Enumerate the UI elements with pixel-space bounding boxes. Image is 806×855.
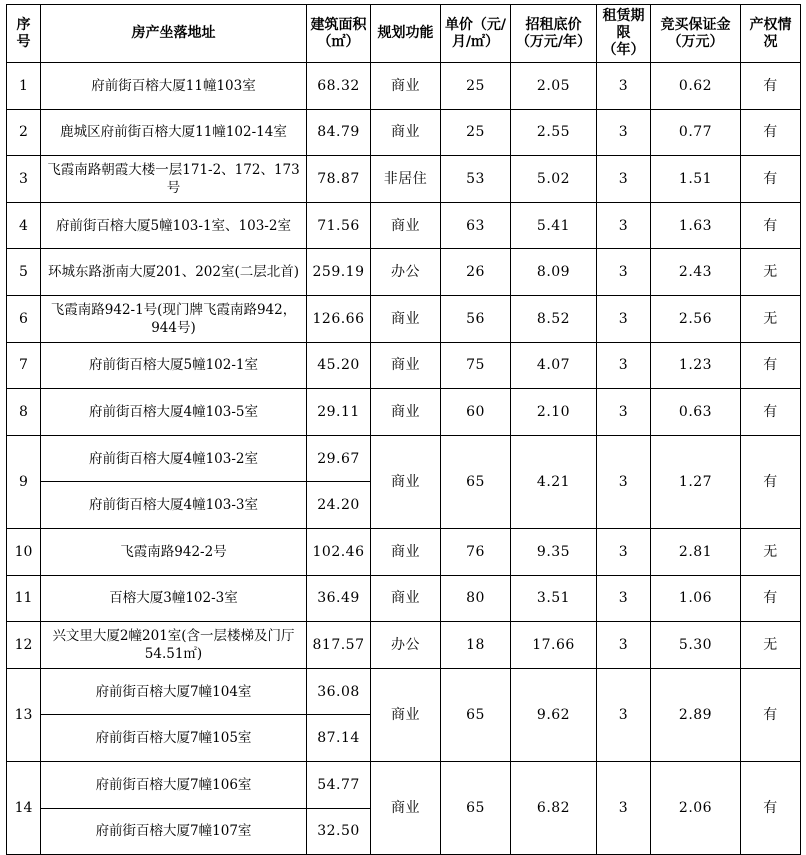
- cell-seq: 8: [7, 389, 41, 436]
- cell-unit-price: 25: [441, 63, 511, 110]
- cell-address: 府前街百榕大厦7幢106室: [41, 761, 307, 808]
- header-function: 规划功能: [371, 5, 441, 63]
- cell-unit-price: 63: [441, 202, 511, 249]
- table-header-row: [7, 5, 801, 63]
- cell-term: 3: [597, 63, 651, 110]
- cell-term: 3: [597, 295, 651, 342]
- cell-address: 飞霞南路朝霞大楼一层171-2、172、173号: [41, 156, 307, 203]
- cell-function: 商业: [371, 109, 441, 156]
- cell-address: 府前街百榕大厦5幢103-1室、103-2室: [41, 202, 307, 249]
- cell-ownership: 有: [741, 435, 801, 528]
- header-deposit: 竞买保证金（万元）: [651, 5, 741, 63]
- cell-deposit: 5.30: [651, 622, 741, 669]
- cell-ownership: 无: [741, 528, 801, 575]
- cell-seq: 3: [7, 156, 41, 203]
- cell-term: 3: [597, 622, 651, 669]
- cell-ownership: 有: [741, 342, 801, 389]
- cell-area: 71.56: [307, 202, 371, 249]
- cell-deposit: 2.89: [651, 668, 741, 761]
- cell-function: 商业: [371, 668, 441, 761]
- table-row: [7, 63, 801, 110]
- cell-area: 102.46: [307, 528, 371, 575]
- cell-address: 府前街百榕大厦4幢103-2室: [41, 435, 307, 482]
- cell-area: 817.57: [307, 622, 371, 669]
- cell-base-price: 9.62: [511, 668, 597, 761]
- cell-unit-price: 75: [441, 342, 511, 389]
- cell-area: 32.50: [307, 808, 371, 855]
- table-row: [7, 249, 801, 296]
- cell-base-price: 2.55: [511, 109, 597, 156]
- table-row: [7, 575, 801, 622]
- table-row: [7, 528, 801, 575]
- cell-deposit: 2.43: [651, 249, 741, 296]
- cell-seq: 14: [7, 761, 41, 854]
- cell-function: 商业: [371, 435, 441, 528]
- table-row: [7, 295, 801, 342]
- cell-address: 兴文里大厦2幢201室(含一层楼梯及门厅54.51㎡): [41, 622, 307, 669]
- cell-seq: 10: [7, 528, 41, 575]
- cell-area: 259.19: [307, 249, 371, 296]
- cell-ownership: 有: [741, 202, 801, 249]
- cell-unit-price: 65: [441, 761, 511, 854]
- cell-area: 29.67: [307, 435, 371, 482]
- cell-address: 环城东路浙南大厦201、202室(二层北首): [41, 249, 307, 296]
- header-term: 租赁期限（年）: [597, 5, 651, 63]
- cell-ownership: 有: [741, 761, 801, 854]
- cell-function: 商业: [371, 63, 441, 110]
- cell-term: 3: [597, 342, 651, 389]
- cell-area: 29.11: [307, 389, 371, 436]
- cell-deposit: 1.27: [651, 435, 741, 528]
- cell-base-price: 5.41: [511, 202, 597, 249]
- cell-term: 3: [597, 249, 651, 296]
- cell-seq: 7: [7, 342, 41, 389]
- cell-address: 府前街百榕大厦7幢104室: [41, 668, 307, 715]
- table-row: [7, 202, 801, 249]
- table-row: [7, 761, 801, 808]
- table-body: [7, 63, 801, 855]
- cell-area: 36.08: [307, 668, 371, 715]
- cell-ownership: 有: [741, 389, 801, 436]
- cell-ownership: 有: [741, 156, 801, 203]
- cell-unit-price: 65: [441, 668, 511, 761]
- cell-ownership: 有: [741, 575, 801, 622]
- cell-unit-price: 80: [441, 575, 511, 622]
- cell-unit-price: 18: [441, 622, 511, 669]
- cell-deposit: 2.56: [651, 295, 741, 342]
- cell-unit-price: 25: [441, 109, 511, 156]
- cell-function: 商业: [371, 202, 441, 249]
- cell-area: 36.49: [307, 575, 371, 622]
- cell-base-price: 5.02: [511, 156, 597, 203]
- cell-unit-price: 53: [441, 156, 511, 203]
- cell-address: 鹿城区府前街百榕大厦11幢102-14室: [41, 109, 307, 156]
- cell-ownership: 有: [741, 668, 801, 761]
- table-row: [7, 389, 801, 436]
- cell-base-price: 9.35: [511, 528, 597, 575]
- cell-function: 商业: [371, 575, 441, 622]
- cell-term: 3: [597, 109, 651, 156]
- cell-area: 54.77: [307, 761, 371, 808]
- cell-area: 68.32: [307, 63, 371, 110]
- cell-unit-price: 60: [441, 389, 511, 436]
- cell-unit-price: 26: [441, 249, 511, 296]
- cell-seq: 1: [7, 63, 41, 110]
- cell-unit-price: 76: [441, 528, 511, 575]
- cell-base-price: 8.52: [511, 295, 597, 342]
- cell-ownership: 无: [741, 295, 801, 342]
- cell-term: 3: [597, 435, 651, 528]
- cell-ownership: 无: [741, 249, 801, 296]
- cell-seq: 11: [7, 575, 41, 622]
- cell-base-price: 4.21: [511, 435, 597, 528]
- cell-address: 府前街百榕大厦11幢103室: [41, 63, 307, 110]
- cell-area: 87.14: [307, 715, 371, 762]
- cell-address: 飞霞南路942-2号: [41, 528, 307, 575]
- cell-base-price: 3.51: [511, 575, 597, 622]
- cell-deposit: 0.77: [651, 109, 741, 156]
- cell-function: 商业: [371, 528, 441, 575]
- cell-address: 府前街百榕大厦4幢103-5室: [41, 389, 307, 436]
- cell-function: 商业: [371, 342, 441, 389]
- table-row: [7, 668, 801, 715]
- header-seq: 序号: [7, 5, 41, 63]
- cell-term: 3: [597, 389, 651, 436]
- cell-seq: 4: [7, 202, 41, 249]
- table-row: [7, 109, 801, 156]
- cell-function: 商业: [371, 761, 441, 854]
- header-area: 建筑面积（㎡）: [307, 5, 371, 63]
- cell-deposit: 1.51: [651, 156, 741, 203]
- cell-address: 百榕大厦3幢102-3室: [41, 575, 307, 622]
- cell-deposit: 2.06: [651, 761, 741, 854]
- cell-address: 府前街百榕大厦7幢105室: [41, 715, 307, 762]
- cell-base-price: 8.09: [511, 249, 597, 296]
- cell-base-price: 17.66: [511, 622, 597, 669]
- table-row: [7, 342, 801, 389]
- property-lease-table: [6, 4, 801, 855]
- cell-seq: 5: [7, 249, 41, 296]
- cell-area: 45.20: [307, 342, 371, 389]
- cell-term: 3: [597, 761, 651, 854]
- cell-base-price: 2.10: [511, 389, 597, 436]
- table-row: [7, 156, 801, 203]
- cell-deposit: 2.81: [651, 528, 741, 575]
- cell-function: 非居住: [371, 156, 441, 203]
- cell-area: 84.79: [307, 109, 371, 156]
- cell-term: 3: [597, 202, 651, 249]
- cell-term: 3: [597, 528, 651, 575]
- cell-term: 3: [597, 575, 651, 622]
- cell-function: 办公: [371, 249, 441, 296]
- cell-ownership: 有: [741, 109, 801, 156]
- cell-function: 办公: [371, 622, 441, 669]
- cell-seq: 9: [7, 435, 41, 528]
- cell-seq: 2: [7, 109, 41, 156]
- cell-term: 3: [597, 668, 651, 761]
- cell-base-price: 6.82: [511, 761, 597, 854]
- cell-address: 府前街百榕大厦7幢107室: [41, 808, 307, 855]
- cell-base-price: 2.05: [511, 63, 597, 110]
- cell-address: 飞霞南路942-1号(现门牌飞霞南路942，944号): [41, 295, 307, 342]
- cell-area: 24.20: [307, 482, 371, 529]
- table-row: [7, 622, 801, 669]
- cell-ownership: 无: [741, 622, 801, 669]
- header-base-price: 招租底价（万元/年）: [511, 5, 597, 63]
- table-row: [7, 435, 801, 482]
- cell-area: 78.87: [307, 156, 371, 203]
- cell-address: 府前街百榕大厦4幢103-3室: [41, 482, 307, 529]
- header-address: 房产坐落地址: [41, 5, 307, 63]
- cell-ownership: 有: [741, 63, 801, 110]
- cell-term: 3: [597, 156, 651, 203]
- cell-function: 商业: [371, 389, 441, 436]
- header-unit-price: 单价（元/月/㎡）: [441, 5, 511, 63]
- cell-function: 商业: [371, 295, 441, 342]
- cell-deposit: 0.63: [651, 389, 741, 436]
- cell-base-price: 4.07: [511, 342, 597, 389]
- cell-unit-price: 56: [441, 295, 511, 342]
- cell-area: 126.66: [307, 295, 371, 342]
- header-ownership: 产权情况: [741, 5, 801, 63]
- cell-unit-price: 65: [441, 435, 511, 528]
- cell-seq: 6: [7, 295, 41, 342]
- cell-deposit: 1.23: [651, 342, 741, 389]
- cell-deposit: 1.06: [651, 575, 741, 622]
- cell-deposit: 1.63: [651, 202, 741, 249]
- cell-seq: 12: [7, 622, 41, 669]
- cell-seq: 13: [7, 668, 41, 761]
- cell-deposit: 0.62: [651, 63, 741, 110]
- cell-address: 府前街百榕大厦5幢102-1室: [41, 342, 307, 389]
